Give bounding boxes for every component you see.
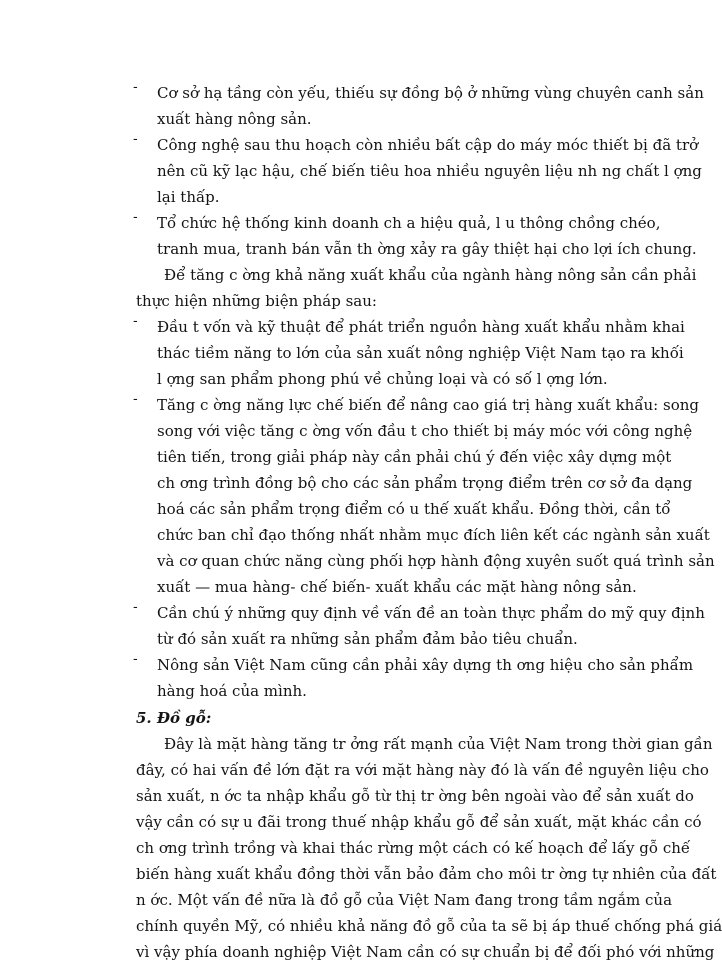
text-line: thác tiềm năng to lớn của sản xuất nông nghiệp Việt Nam tạo ra khối bbox=[157, 344, 684, 362]
text-line: thực hiện những biện pháp sau: bbox=[136, 292, 377, 310]
text-line: nên cũ kỹ lạc hậu, chế biến tiêu hoa nhiều nguyên liệu nh ng chất l ợng bbox=[157, 162, 702, 180]
text-line: hàng hoá của mình. bbox=[157, 682, 307, 700]
text-line: Tổ chức hệ thống kinh doanh ch a hiệu quả, l u thông chồng chéo, bbox=[157, 214, 661, 232]
section-heading: 5. Đồ gỗ: bbox=[136, 709, 212, 727]
text-line: biến hàng xuất khẩu đồng thời vẫn bảo đảm cho môi tr ờng tự nhiên của đất bbox=[136, 865, 717, 883]
constraints-list bbox=[133, 80, 704, 262]
text-line: l ợng san phẩm phong phú về chủng loại và có số l ợng lớn. bbox=[157, 370, 608, 388]
text-line: n ớc. Một vấn đề nữa là đồ gỗ của Việt Nam đang trong tầm ngắm của bbox=[136, 891, 673, 909]
bullet-marker: - bbox=[133, 132, 138, 147]
wood-paragraph bbox=[136, 731, 722, 965]
bullet-item bbox=[133, 314, 685, 392]
text-line: đây, có hai vấn đề lớn đặt ra với mặt hàng này đó là vấn đề nguyên liệu cho bbox=[136, 761, 709, 779]
bullet-marker: - bbox=[133, 210, 138, 225]
text-line: lại thấp. bbox=[157, 188, 220, 206]
text-line: chính quyền Mỹ, có nhiều khả năng đồ gỗ của ta sẽ bị áp thuế chống phá giá bbox=[136, 917, 722, 935]
text-line: tranh mua, tranh bán vẫn th ờng xảy ra gây thiệt hại cho lợi ích chung. bbox=[157, 240, 697, 258]
text-line: xuất — mua hàng- chế biến- xuất khẩu các mặt hàng nông sản. bbox=[157, 578, 637, 596]
text-line: vậy cần có sự u đãi trong thuế nhập khẩu gỗ để sản xuất, mặt khác cần có bbox=[136, 813, 702, 831]
bullet-item bbox=[133, 132, 702, 210]
text-line: xuất hàng nông sản. bbox=[157, 110, 312, 128]
bullet-marker: - bbox=[133, 392, 138, 407]
text-line: và cơ quan chức năng cùng phối hợp hành động xuyên suốt quá trình sản bbox=[157, 552, 715, 570]
text-line: hoá các sản phẩm trọng điểm có u thế xuất khẩu. Đồng thời, cần tổ bbox=[157, 500, 671, 518]
text-line: tiên tiến, trong giải pháp này cần phải chú ý đến việc xây dựng một bbox=[157, 448, 672, 466]
measures-list bbox=[133, 314, 715, 704]
text-line: Cần chú ý những quy định về vấn đề an toàn thực phẩm do mỹ quy định bbox=[157, 604, 705, 622]
text-line: Cơ sở hạ tầng còn yếu, thiếu sự đồng bộ ở những vùng chuyên canh sản bbox=[157, 84, 704, 102]
bullet-item bbox=[133, 392, 715, 600]
bullet-item bbox=[133, 600, 705, 652]
bullet-item bbox=[133, 210, 697, 262]
text-line: chức ban chỉ đạo thống nhất nhằm mục đích liên kết các ngành sản xuất bbox=[157, 526, 710, 544]
intro-paragraph bbox=[136, 262, 697, 314]
text-line: song với việc tăng c ờng vốn đầu t cho thiết bị máy móc với công nghệ bbox=[157, 422, 693, 440]
text-line: sản xuất, n ớc ta nhập khẩu gỗ từ thị tr ờng bên ngoài vào để sản xuất do bbox=[136, 787, 694, 805]
bullet-marker: - bbox=[133, 600, 138, 615]
bullet-item bbox=[133, 652, 694, 704]
text-line: Để tăng c ờng khả năng xuất khẩu của ngành hàng nông sản cần phải bbox=[164, 266, 697, 284]
bullet-marker: - bbox=[133, 314, 138, 329]
text-line: Công nghệ sau thu hoạch còn nhiều bất cập do máy móc thiết bị đã trở bbox=[157, 136, 699, 154]
bullet-marker: - bbox=[133, 652, 138, 667]
text-line: Đây là mặt hàng tăng tr ởng rất mạnh của Việt Nam trong thời gian gần bbox=[164, 735, 713, 753]
text-line: ch ơng trình trồng và khai thác rừng một cách có kế hoạch để lấy gỗ chế bbox=[136, 839, 691, 857]
text-line: Tăng c ờng năng lực chế biến để nâng cao giá trị hàng xuất khẩu: song bbox=[157, 396, 699, 414]
page-content bbox=[133, 80, 722, 965]
text-line: từ đó sản xuất ra những sản phẩm đảm bảo tiêu chuẩn. bbox=[157, 630, 578, 648]
text-line: Nông sản Việt Nam cũng cần phải xây dựng th ơng hiệu cho sản phẩm bbox=[157, 656, 694, 674]
text-line: Đầu t vốn và kỹ thuật để phát triển nguồn hàng xuất khẩu nhằm khai bbox=[157, 318, 685, 336]
bullet-marker: - bbox=[133, 80, 138, 95]
text-line: ch ơng trình đồng bộ cho các sản phẩm trọng điểm trên cơ sở đa dạng bbox=[157, 474, 693, 492]
text-line: vì vậy phía doanh nghiệp Việt Nam cần có sự chuẩn bị để đối phó với những bbox=[136, 943, 715, 961]
bullet-item bbox=[133, 80, 704, 132]
